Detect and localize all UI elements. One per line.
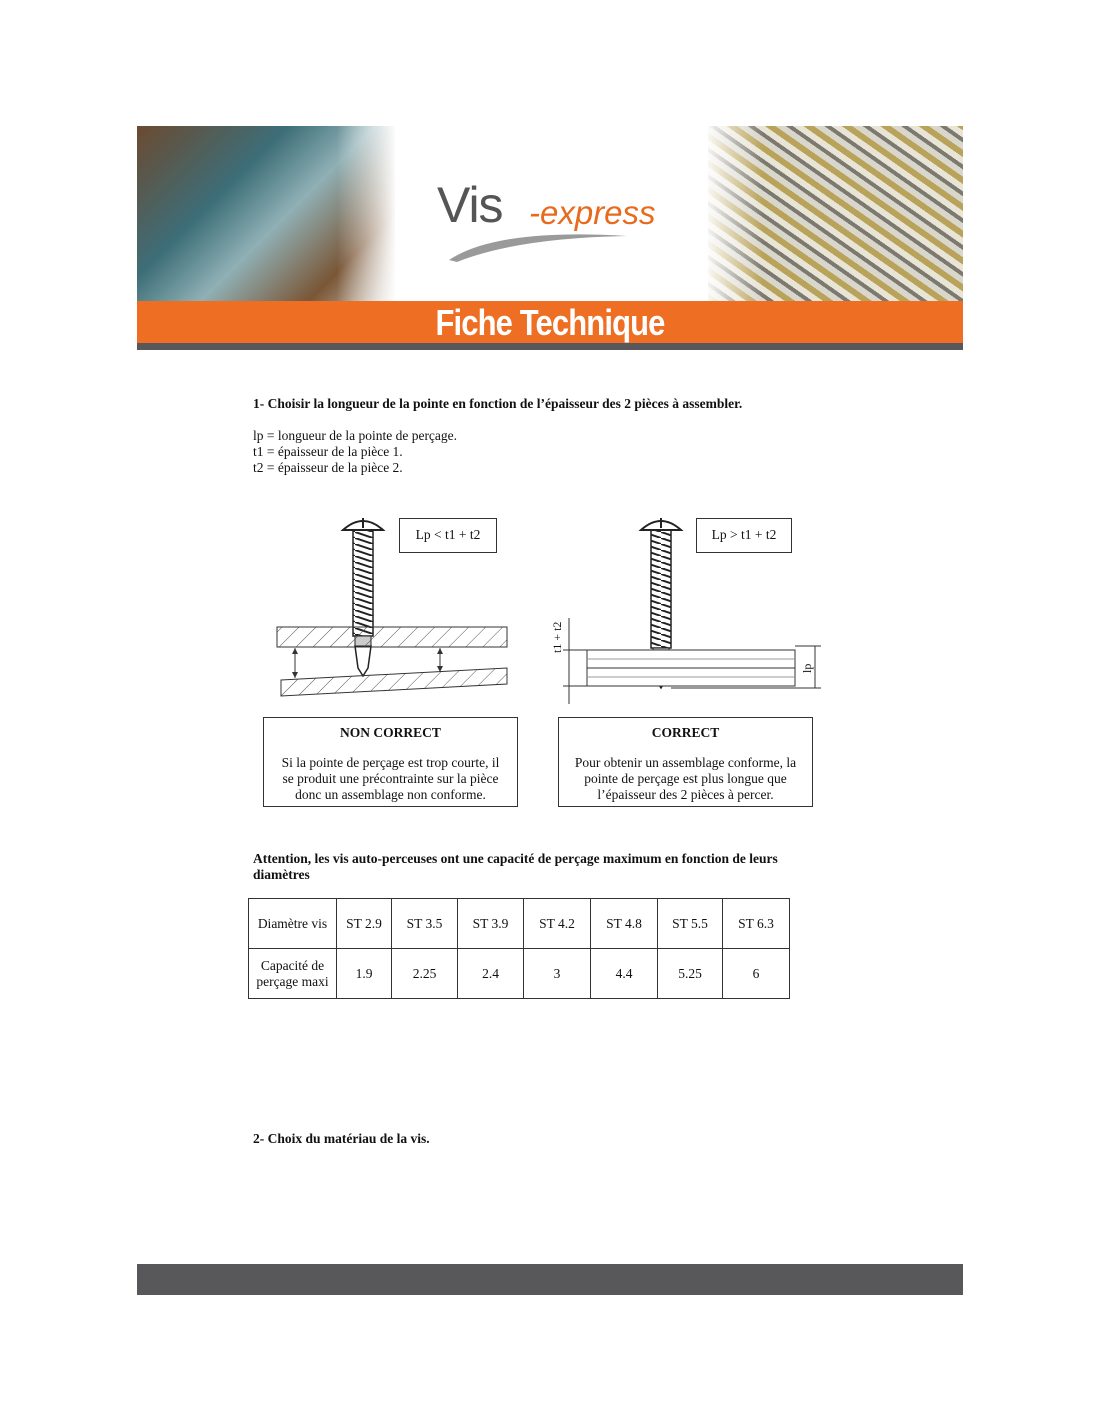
table-row-header-capacity [249, 949, 337, 999]
table-cell: ST 6.3 [723, 899, 790, 949]
correct-line-2: pointe de perçage est plus longue que [584, 771, 787, 786]
section1-title: 1- Choisir la longueur de la pointe en fonction de l’épaisseur des 2 pièces à assembler. [253, 396, 743, 411]
drilling-capacity-table [248, 898, 790, 999]
photo-fade-left [337, 126, 397, 301]
attention-text: Attention, les vis auto-perceuses ont une capacité de perçage maximum en fonction de leurs diamètres [253, 851, 778, 882]
table-row [249, 899, 790, 949]
correct-title: CORRECT [651, 725, 720, 740]
header-banner [137, 126, 963, 350]
banner-title: Fiche Technique [435, 302, 665, 343]
definitions-list [253, 428, 457, 476]
table-cell: 2.4 [458, 949, 524, 999]
left-screw-icon [343, 518, 383, 676]
table-cell: 2.25 [392, 949, 458, 999]
logo-swoosh-icon [437, 176, 677, 266]
non-correct-line-3: donc un assemblage non conforme. [295, 787, 486, 802]
non-correct-box [263, 717, 518, 807]
table-cell: ST 4.2 [524, 899, 591, 949]
logo-sub-text: -express [529, 194, 656, 231]
correct-line-1: Pour obtenir un assemblage conforme, la [574, 755, 797, 770]
left-plate-bottom [281, 668, 507, 696]
photo-fade-right [703, 126, 763, 301]
table-row [249, 949, 790, 999]
right-formula-box: Lp > t1 + t2 [696, 518, 792, 553]
table-cell: ST 2.9 [337, 899, 392, 949]
table-cell: 1.9 [337, 949, 392, 999]
section2-title: 2- Choix du matériau de la vis. [253, 1131, 430, 1146]
banner-underline [137, 343, 963, 350]
vis-express-logo [437, 176, 677, 266]
non-correct-title: NON CORRECT [340, 725, 441, 740]
left-formula-box: Lp < t1 + t2 [399, 518, 497, 553]
definition-t1: t1 = épaisseur de la pièce 1. [253, 444, 403, 459]
capacity-header-line-2: perçage maxi [256, 973, 329, 989]
logo-main-text: Vis [437, 177, 503, 233]
footer-bar [137, 1264, 963, 1295]
table-cell: ST 3.9 [458, 899, 524, 949]
left-plate-top [277, 627, 507, 647]
correct-line-3: l’épaisseur des 2 pièces à percer. [597, 787, 774, 802]
non-correct-line-2: se produit une précontrainte sur la pièce [282, 771, 499, 786]
table-cell: ST 3.5 [392, 899, 458, 949]
table-cell: ST 4.8 [591, 899, 658, 949]
definition-t2: t2 = épaisseur de la pièce 2. [253, 460, 403, 475]
capacity-header-line-1: Capacité de [260, 957, 325, 973]
dim-t1-t2: t1 + t2 [550, 621, 564, 653]
table-cell: 6 [723, 949, 790, 999]
banner-image [137, 126, 963, 301]
table-cell: ST 5.5 [658, 899, 723, 949]
non-correct-line-1: Si la pointe de perçage est trop courte, il [281, 755, 500, 770]
table-row-header-diameter: Diamètre vis [249, 899, 337, 949]
correct-box [558, 717, 813, 807]
definition-lp: lp = longueur de la pointe de perçage. [253, 428, 458, 443]
table-cell: 5.25 [658, 949, 723, 999]
table-cell: 4.4 [591, 949, 658, 999]
table-cell: 3 [524, 949, 591, 999]
dim-lp: lp [800, 663, 814, 673]
